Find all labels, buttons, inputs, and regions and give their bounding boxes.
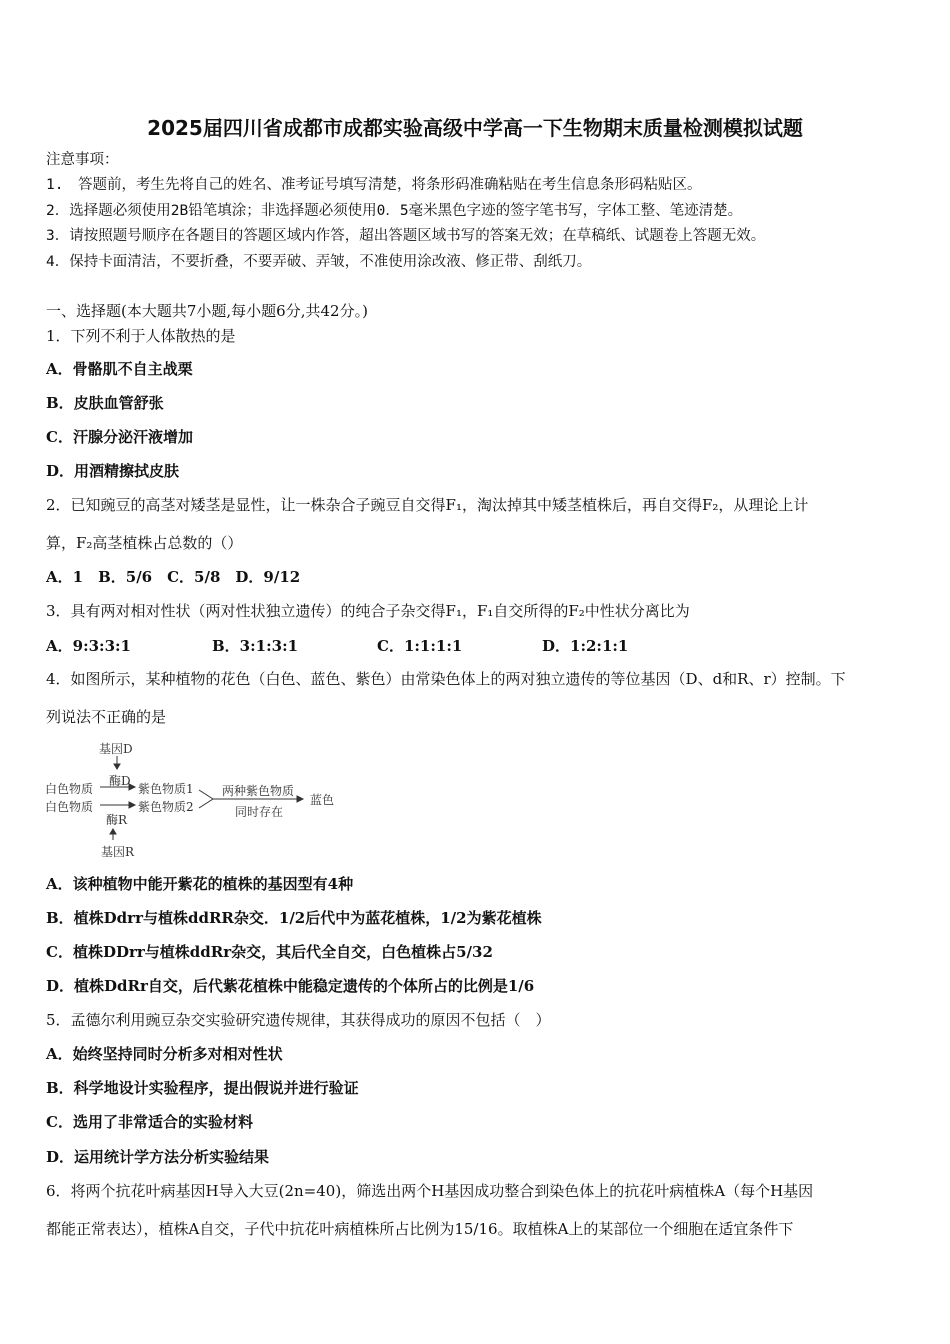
q4-option-b: B．植株Ddrr与植株ddRR杂交．1/2后代中为蓝花植株，1/2为紫花植株 (46, 909, 542, 927)
q3-option-d: D．1:2:1:1 (542, 637, 629, 655)
both-purple-label: 两种紫色物质 (222, 784, 295, 798)
question-1-stem: 1．下列不利于人体散热的是 (46, 327, 236, 345)
q5-option-d: D．运用统计学方法分析实验结果 (46, 1148, 270, 1166)
q3-option-a: A．9:3:3:1 (46, 637, 131, 655)
notice-item: 2．选择题必须使用2B铅笔填涂；非选择题必须使用0．5毫米黑色字迹的签字笔书写，字体工整、笔迹清楚。 (46, 203, 743, 219)
question-2-stem: 2．已知豌豆的高茎对矮茎是显性，让一株杂合子豌豆自交得F₁，淘汰掉其中矮茎植株后，再自交得F₂，从理论上计 (46, 496, 809, 514)
gene-r-label: 基因R (101, 845, 135, 859)
purple-substance-2: 紫色物质2 (138, 800, 194, 814)
q3-option-c: C．1:1:1:1 (377, 637, 463, 655)
q5-option-a: A．始终坚持同时分析多对相对性状 (46, 1045, 283, 1063)
section-heading: 一、选择题(本大题共7小题,每小题6分,共42分。) (46, 302, 368, 320)
notice-item: 3．请按照题号顺序在各题目的答题区域内作答，超出答题区域书写的答案无效；在草稿纸、试题卷上答题无效。 (46, 228, 766, 244)
q3-option-b: B．3:1:3:1 (212, 637, 299, 655)
question-4-stem: 4．如图所示，某种植物的花色（白色、蓝色、紫色）由常染色体上的两对独立遗传的等位基因（D、d和R、r）控制。下 (46, 670, 846, 688)
q4-option-d: D．植株DdRr自交，后代紫花植株中能稳定遗传的个体所占的比例是1/6 (46, 977, 535, 995)
purple-substance-1: 紫色物质1 (138, 782, 194, 796)
q2-options: A．1 B．5/6 C．5/8 D．9/12 (46, 568, 301, 586)
enzyme-d-label: 酶D (109, 774, 131, 788)
notice-item: 1. 答题前，考生先将自己的姓名、准考证号填写清楚，将条形码准确粘贴在考生信息条形码粘贴区。 (46, 177, 702, 193)
question-2-stem-cont: 算，F₂高茎植株占总数的（） (46, 534, 243, 552)
q4-option-a: A．该种植物中能开紫花的植株的基因型有4种 (46, 875, 354, 893)
q5-option-c: C．选用了非常适合的实验材料 (46, 1113, 253, 1131)
q1-option-b: B．皮肤血管舒张 (46, 394, 164, 412)
coexist-label: 同时存在 (235, 805, 284, 819)
q4-option-c: C．植株DDrr与植株ddRr杂交，其后代全自交，白色植株占5/32 (46, 943, 493, 961)
question-4-stem-cont: 列说法不正确的是 (46, 708, 167, 726)
white-substance-1: 白色物质 (45, 782, 94, 796)
question-3-stem: 3．具有两对相对性状（两对性状独立遗传）的纯合子杂交得F₁，F₁自交所得的F₂中性状分离比为 (46, 602, 690, 620)
blue-label: 蓝色 (310, 793, 335, 807)
notice-item: 4．保持卡面清洁，不要折叠，不要弄破、弄皱，不准使用涂改液、修正带、刮纸刀。 (46, 254, 592, 270)
question-6-stem: 6．将两个抗花叶病基因H导入大豆(2n=40)，筛选出两个H基因成功整合到染色体上的抗花叶病植株A（每个H基因 (46, 1182, 814, 1200)
notice-heading: 注意事项： (46, 152, 119, 168)
question-6-stem-cont: 都能正常表达），植株A自交，子代中抗花叶病植株所占比例为15/16。取植株A上的某部位一个细胞在适宜条件下 (46, 1220, 794, 1238)
white-substance-2: 白色物质 (45, 800, 94, 814)
q1-option-a: A．骨骼肌不自主战栗 (46, 360, 193, 378)
enzyme-r-label: 酶R (106, 813, 128, 827)
q1-option-d: D．用酒精擦拭皮肤 (46, 462, 180, 480)
gene-d-label: 基因D (99, 742, 133, 756)
question-5-stem: 5．孟德尔利用豌豆杂交实验研究遗传规律，其获得成功的原因不包括（ ） (46, 1011, 551, 1029)
q1-option-c: C．汗腺分泌汗液增加 (46, 428, 193, 446)
q5-option-b: B．科学地设计实验程序，提出假说并进行验证 (46, 1079, 359, 1097)
page-title: 2025届四川省成都市成都实验高级中学高一下生物期末质量检测模拟试题 (147, 116, 803, 140)
